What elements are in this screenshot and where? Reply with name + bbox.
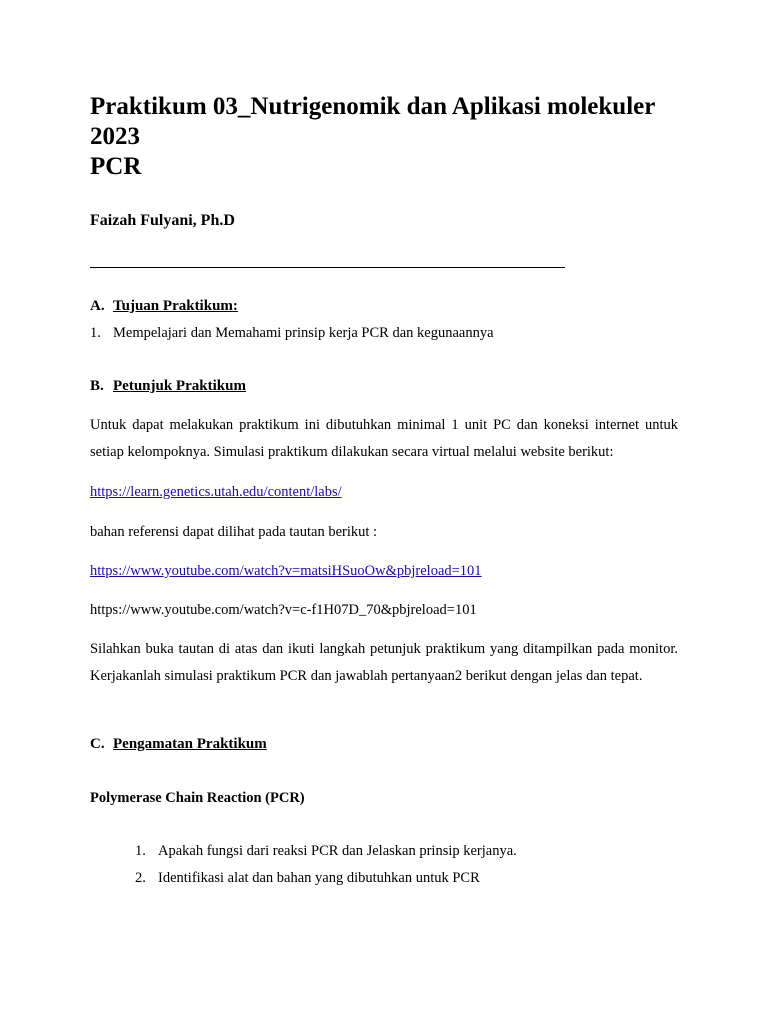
question-2-number: 2.: [135, 870, 146, 886]
section-c-heading: [90, 734, 267, 754]
question-1-text: Apakah fungsi dari reaksi PCR dan Jelaskan prinsip kerjanya.: [158, 843, 517, 859]
section-b-letter: B.: [90, 378, 104, 394]
section-b-heading: [90, 376, 246, 396]
instructions-paragraph: Untuk dapat melakukan praktikum ini dibutuhkan minimal 1 unit PC dan koneksi internet untuk setiap kelompoknya. Simulasi praktikum dilakukan secara virtual melalui website berikut:: [90, 417, 678, 460]
title-line-1: Praktikum 03_Nutrigenomik dan Aplikasi molekuler: [90, 93, 656, 120]
section-a-heading-text: Tujuan Praktikum:: [113, 298, 238, 314]
simulation-paragraph: Silahkan buka tautan di atas dan ikuti langkah petunjuk praktikum yang ditampilkan pada monitor. Kerjakanlah simulasi praktikum PCR dan jawablah pertanyaan2 berikut dengan jelas dan tepat.: [90, 641, 678, 684]
author-name: Faizah Fulyani, Ph.D: [90, 212, 235, 229]
title-line-3: PCR: [90, 153, 142, 180]
youtube-link-1[interactable]: https://www.youtube.com/watch?v=matsiHSuoOw&pbjreload=101: [90, 563, 482, 579]
objective-item-1-number: 1.: [90, 325, 101, 341]
question-1-number: 1.: [135, 843, 146, 859]
question-item-2: [135, 868, 480, 888]
question-2-text: Identifikasi alat dan bahan yang dibutuhkan untuk PCR: [158, 870, 480, 886]
objective-item-1: [90, 323, 494, 343]
section-c-letter: C.: [90, 736, 105, 752]
question-item-1: [135, 841, 517, 861]
section-a-heading: [90, 296, 238, 316]
reference-text: bahan referensi dapat dilihat pada tautan berikut :: [90, 524, 378, 540]
document-title: [90, 92, 730, 182]
section-c-heading-text: Pengamatan Praktikum: [113, 736, 267, 752]
objective-item-1-text: Mempelajari dan Memahami prinsip kerja PCR dan kegunaannya: [113, 325, 494, 341]
youtube-link-2-text: https://www.youtube.com/watch?v=c-f1H07D_70&pbjreload=101: [90, 602, 477, 618]
title-line-2: 2023: [90, 123, 140, 150]
learn-genetics-link[interactable]: https://learn.genetics.utah.edu/content/labs/: [90, 484, 342, 500]
horizontal-divider: [90, 267, 565, 268]
pcr-subheading: Polymerase Chain Reaction (PCR): [90, 790, 305, 806]
section-a-letter: A.: [90, 298, 105, 314]
section-b-heading-text: Petunjuk Praktikum: [113, 378, 246, 394]
